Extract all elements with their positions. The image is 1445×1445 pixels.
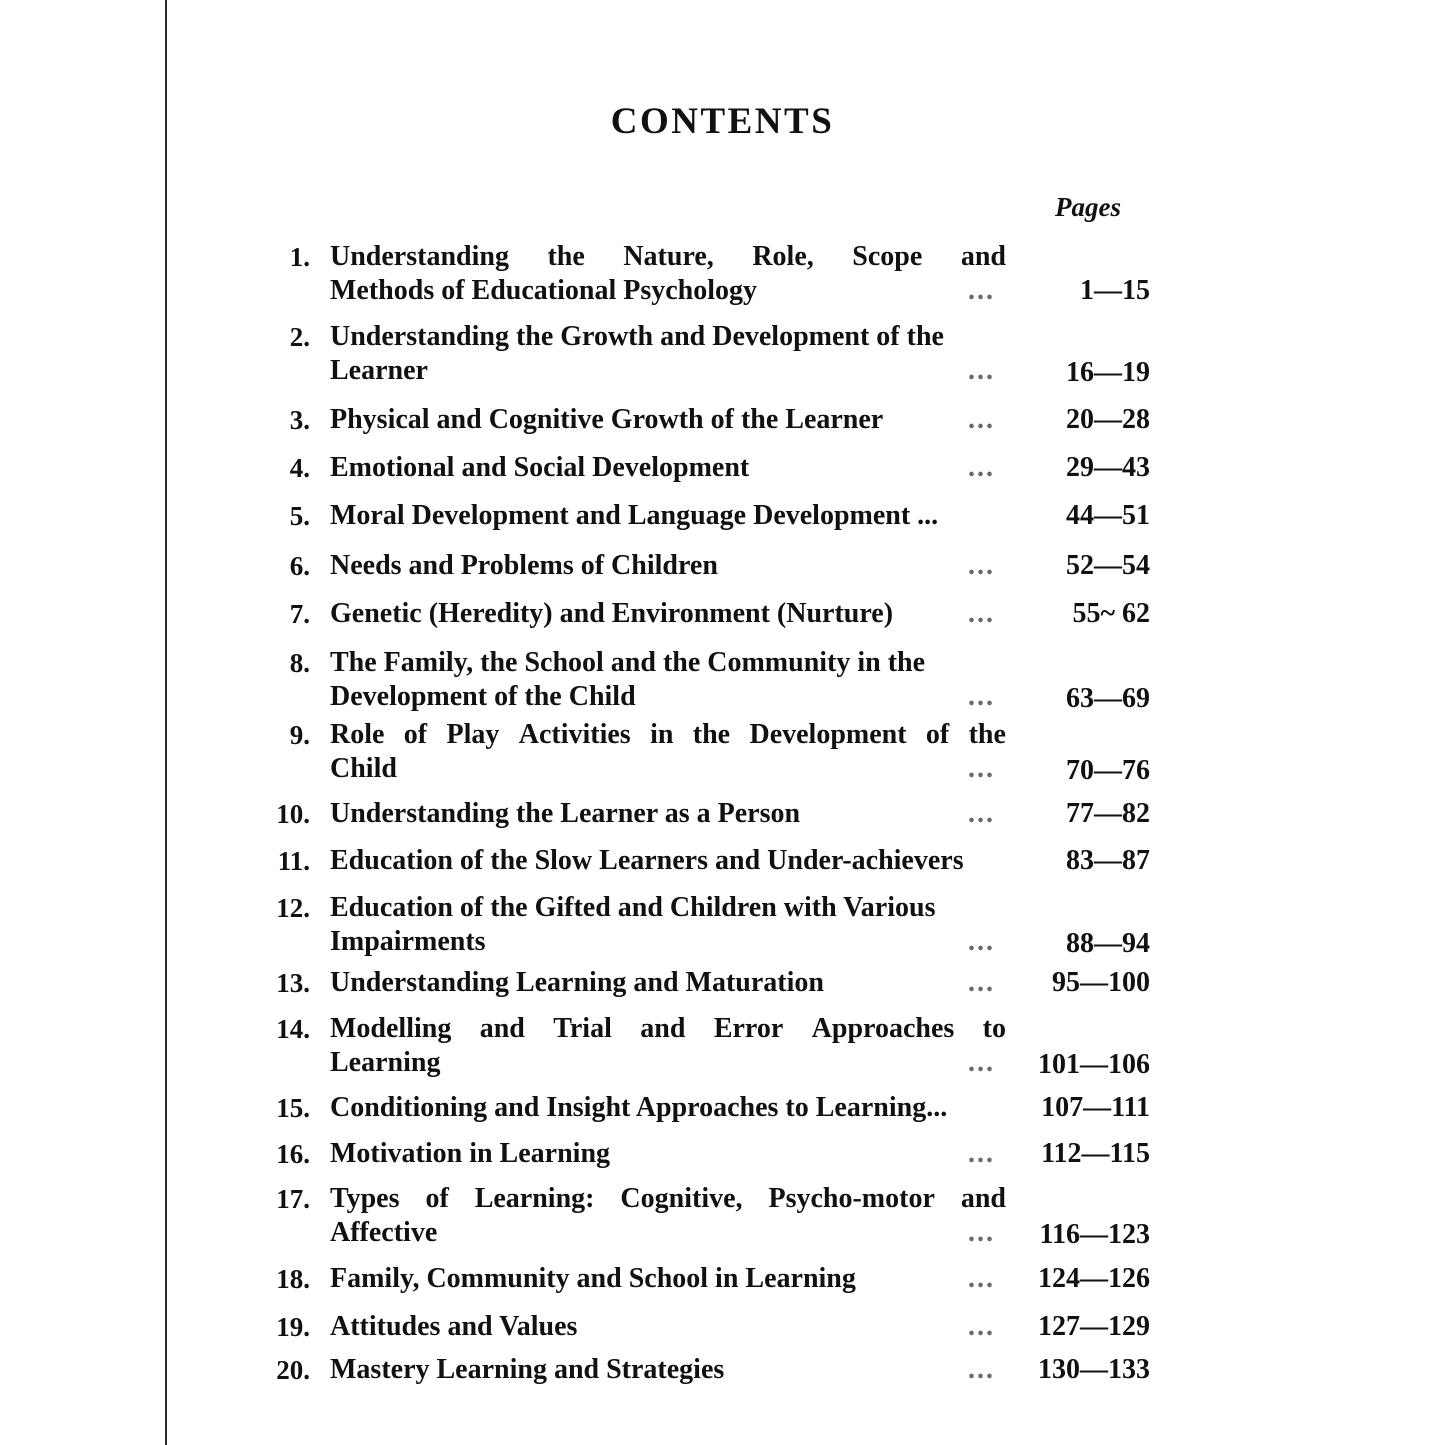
toc-entry-title <box>330 797 1006 831</box>
toc-title-line: Motivation in Learning <box>330 1138 611 1169</box>
toc-entry-title <box>330 320 1006 388</box>
title-word: Approaches <box>811 1013 955 1044</box>
toc-entry-page-range: 77—82 <box>1066 798 1150 829</box>
toc-leader-dots: ... <box>968 355 995 386</box>
toc-title-line: Mastery Learning and Strategies <box>330 1354 725 1385</box>
toc-entry-title <box>330 549 1006 583</box>
page-gutter-rule <box>165 0 167 1445</box>
toc-entry-page-range: 55~ 62 <box>1072 598 1150 629</box>
toc-entry-title <box>330 966 1006 1000</box>
toc-entry-title <box>330 499 1006 533</box>
toc-entry-page-range: 107—111 <box>1041 1092 1150 1123</box>
toc-entry-page-range: 116—123 <box>1039 1219 1150 1250</box>
title-word: of <box>425 1183 449 1214</box>
toc-leader-dots: ... <box>968 1263 995 1294</box>
title-word: to <box>982 1013 1006 1044</box>
toc-title-line: Emotional and Social Development <box>330 452 750 483</box>
toc-entry-number: 7. <box>289 599 310 629</box>
toc-leader-dots: ... <box>968 1047 995 1078</box>
title-word: Role, <box>752 241 814 272</box>
toc-entry-number: 2. <box>289 322 310 352</box>
title-word: of <box>925 719 950 750</box>
title-word: Role <box>330 719 385 750</box>
toc-entry-title <box>330 1012 1006 1080</box>
toc-leader-dots: ... <box>968 1311 995 1342</box>
title-word: Types <box>330 1183 400 1214</box>
toc-entry-title <box>330 844 1006 878</box>
title-word: and <box>960 1183 1006 1214</box>
toc-title-line: Methods of Educational Psychology <box>330 275 758 306</box>
toc-entry-title <box>330 1137 1006 1171</box>
title-word: Trial <box>553 1013 612 1044</box>
toc-title-line: Physical and Cognitive Growth of the Learner <box>330 404 884 435</box>
toc-entry-title <box>330 597 1006 631</box>
toc-title-line <box>330 240 1006 274</box>
toc-entry-page-range: 101—106 <box>1038 1049 1150 1080</box>
toc-leader-dots: ... <box>968 404 995 435</box>
toc-entry-number: 15. <box>276 1093 310 1123</box>
toc-entry-page-range: 52—54 <box>1066 550 1150 581</box>
page-title: CONTENTS <box>610 101 835 142</box>
title-word: Nature, <box>623 241 714 272</box>
title-word: Development <box>749 719 907 750</box>
toc-entry-title <box>330 240 1006 308</box>
toc-entry-page-range: 63—69 <box>1066 683 1150 714</box>
title-word: Play <box>446 719 500 750</box>
toc-entry-title <box>330 1262 1006 1296</box>
toc-leader-dots: ... <box>968 275 995 306</box>
toc-leader-dots: ... <box>968 550 995 581</box>
toc-entry-number: 4. <box>289 453 310 483</box>
toc-entry-title <box>330 1310 1006 1344</box>
toc-title-line: Development of the Child <box>330 681 636 712</box>
toc-entry-number: 9. <box>289 720 310 750</box>
toc-entry-page-range: 83—87 <box>1066 845 1150 876</box>
toc-entry-page-range: 130—133 <box>1038 1354 1150 1385</box>
toc-entry-page-range: 1—15 <box>1080 275 1150 306</box>
toc-entry-number: 20. <box>276 1355 310 1385</box>
title-word: Modelling <box>330 1013 452 1044</box>
toc-entry-number: 19. <box>276 1312 310 1342</box>
toc-leader-dots: ... <box>968 1354 995 1385</box>
toc-entry-page-range: 88—94 <box>1066 928 1150 959</box>
toc-title-line: Affective <box>330 1217 438 1248</box>
toc-entry-number: 6. <box>289 551 310 581</box>
toc-leader-dots: ... <box>968 926 995 957</box>
toc-title-line: Education of the Slow Learners and Under-achievers <box>330 845 964 876</box>
toc-entry-page-range: 16—19 <box>1066 357 1150 388</box>
toc-leader-dots: ... <box>968 681 995 712</box>
toc-entry-page-range: 29—43 <box>1066 452 1150 483</box>
toc-leader-dots: ... <box>968 753 995 784</box>
toc-leader-dots: ... <box>968 598 995 629</box>
toc-entry-title <box>330 718 1006 786</box>
toc-entry-number: 16. <box>276 1139 310 1169</box>
title-word: the <box>968 719 1006 750</box>
toc-entry-number: 14. <box>276 1014 310 1044</box>
toc-entry-page-range: 70—76 <box>1066 755 1150 786</box>
toc-leader-dots: ... <box>968 452 995 483</box>
toc-title-line <box>330 1012 1006 1046</box>
title-word: Error <box>713 1013 784 1044</box>
toc-title-line: Genetic (Heredity) and Environment (Nurture) <box>330 598 894 629</box>
toc-entry-title <box>330 1091 1006 1125</box>
toc-title-line: Learner <box>330 355 428 386</box>
toc-entry-page-range: 20—28 <box>1066 404 1150 435</box>
toc-title-line: Understanding Learning and Maturation <box>330 967 824 998</box>
toc-entry-title <box>330 451 1006 485</box>
toc-leader-dots: ... <box>968 798 995 829</box>
toc-title-line: Understanding the Growth and Development of the <box>330 321 944 352</box>
toc-entry-number: 18. <box>276 1264 310 1294</box>
toc-entry-number: 11. <box>277 846 310 876</box>
pages-column-header: Pages <box>1055 192 1121 222</box>
title-word: Activities <box>518 719 631 750</box>
toc-title-line: Attitudes and Values <box>330 1311 578 1342</box>
title-word: the <box>692 719 731 750</box>
toc-title-line: Conditioning and Insight Approaches to Learning... <box>330 1092 948 1123</box>
title-word: Scope <box>852 241 923 272</box>
toc-entry-number: 5. <box>289 501 310 531</box>
toc-entry-title <box>330 403 1006 437</box>
toc-title-line: Education of the Gifted and Children with Various <box>330 892 936 923</box>
toc-entry-number: 12. <box>276 893 310 923</box>
toc-title-line <box>330 718 1006 752</box>
title-word: and <box>640 1013 686 1044</box>
title-word: Learning: <box>474 1183 595 1214</box>
title-word: and <box>960 241 1006 272</box>
toc-title-line: Needs and Problems of Children <box>330 550 718 581</box>
toc-title-line: Impairments <box>330 926 486 957</box>
toc-entry-title <box>330 891 1006 959</box>
toc-entry-page-range: 124—126 <box>1038 1263 1150 1294</box>
toc-entry-page-range: 112—115 <box>1041 1138 1150 1169</box>
toc-entry-number: 8. <box>289 648 310 678</box>
toc-title-line: Child <box>330 753 397 784</box>
title-word: Understanding <box>330 241 509 272</box>
title-word: in <box>650 719 674 750</box>
toc-entry-title <box>330 1182 1006 1250</box>
toc-entry-title <box>330 1353 1006 1387</box>
title-word: Psycho-motor <box>768 1183 935 1214</box>
toc-title-line: The Family, the School and the Community in the <box>330 647 926 678</box>
toc-title-line: Understanding the Learner as a Person <box>330 798 801 829</box>
title-word: Cognitive, <box>620 1183 743 1214</box>
toc-entry-page-range: 95—100 <box>1052 967 1150 998</box>
toc-entry-number: 10. <box>276 799 310 829</box>
toc-entry-title <box>330 646 1006 714</box>
toc-leader-dots: ... <box>968 967 995 998</box>
toc-entry-number: 17. <box>276 1184 310 1214</box>
toc-title-line: Learning <box>330 1047 441 1078</box>
toc-leader-dots: ... <box>968 1217 995 1248</box>
toc-title-line: Family, Community and School in Learning <box>330 1263 856 1294</box>
toc-entry-number: 13. <box>276 968 310 998</box>
title-word: the <box>547 241 585 272</box>
toc-entry-page-range: 44—51 <box>1066 500 1150 531</box>
toc-entry-page-range: 127—129 <box>1038 1311 1150 1342</box>
toc-title-line <box>330 1182 1006 1216</box>
toc-entry-number: 1. <box>289 242 310 272</box>
title-word: and <box>479 1013 525 1044</box>
toc-title-line: Moral Development and Language Development ... <box>330 500 939 531</box>
toc-leader-dots: ... <box>968 1138 995 1169</box>
toc-entry-number: 3. <box>289 405 310 435</box>
title-word: of <box>403 719 428 750</box>
